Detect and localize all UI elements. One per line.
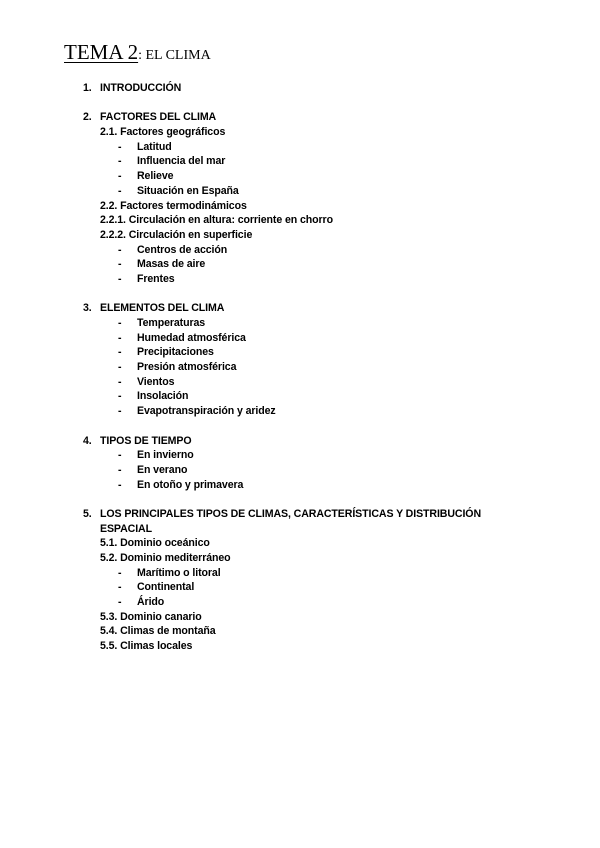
item-text: Presión atmosférica (137, 361, 237, 374)
bullet-dash: - (118, 375, 122, 388)
item-text: ELEMENTOS DEL CLIMA (100, 302, 225, 315)
bullet-dash: - (118, 258, 122, 271)
bullet-item (0, 478, 600, 493)
item-text: Árido (137, 596, 165, 609)
section-heading (0, 110, 600, 125)
section-heading (0, 507, 600, 522)
section-heading (0, 81, 600, 96)
item-text: INTRODUCCIÓN (100, 82, 182, 94)
bullet-dash: - (118, 596, 122, 609)
item-text: 2.2. Factores termodinámicos (100, 199, 247, 212)
bullet-dash: - (118, 581, 122, 594)
subsection-item (0, 551, 600, 566)
bullet-dash: - (118, 566, 122, 579)
subsection-item (0, 125, 600, 140)
bullet-item (0, 448, 600, 463)
section-heading (0, 301, 600, 316)
item-text: Masas de aire (137, 258, 206, 271)
item-text: 5.4. Climas de montaña (100, 625, 216, 638)
item-text: Evapotranspiración y aridez (137, 405, 276, 418)
item-text: Centros de acción (137, 243, 228, 256)
bullet-item (0, 184, 600, 199)
subsection-item (0, 228, 600, 243)
item-text: Insolación (137, 390, 189, 403)
bullet-item (0, 463, 600, 478)
item-text: En invierno (137, 449, 194, 462)
item-text: 2.2.1. Circulación en altura: corriente en chorro (100, 214, 333, 227)
bullet-dash: - (118, 346, 122, 359)
bullet-dash: - (118, 331, 122, 344)
blank-line (0, 96, 600, 111)
item-text: Relieve (137, 170, 174, 183)
blank-line (0, 492, 600, 507)
title-subtitle: : EL CLIMA (138, 48, 211, 63)
item-text: Humedad atmosférica (137, 331, 246, 344)
section-heading-continuation (0, 522, 600, 537)
bullet-item (0, 580, 600, 595)
subsection-item (0, 624, 600, 639)
document-title (64, 40, 211, 65)
subsection-item (0, 610, 600, 625)
item-text: En verano (137, 463, 188, 476)
bullet-item (0, 243, 600, 258)
bullet-item (0, 169, 600, 184)
item-text: Temperaturas (137, 317, 206, 329)
item-text: TIPOS DE TIEMPO (100, 434, 192, 447)
bullet-item (0, 154, 600, 169)
section-number: 4. (83, 434, 92, 447)
bullet-dash: - (118, 361, 122, 374)
table-of-contents (0, 81, 600, 654)
bullet-dash: - (118, 405, 122, 418)
bullet-item (0, 272, 600, 287)
bullet-item (0, 404, 600, 419)
section-number: 2. (83, 111, 92, 124)
bullet-dash: - (118, 317, 122, 329)
subsection-item (0, 639, 600, 654)
bullet-item (0, 595, 600, 610)
bullet-item (0, 375, 600, 390)
item-text: 2.2.2. Circulación en superficie (100, 228, 253, 241)
bullet-item (0, 389, 600, 404)
section-heading (0, 434, 600, 449)
blank-line (0, 419, 600, 434)
item-text: ESPACIAL (100, 522, 152, 535)
bullet-dash: - (118, 184, 122, 197)
item-text: Continental (137, 581, 195, 594)
bullet-dash: - (118, 390, 122, 403)
bullet-dash: - (118, 243, 122, 256)
item-text: Vientos (137, 375, 175, 388)
subsection-item (0, 536, 600, 551)
bullet-item (0, 345, 600, 360)
item-text: 5.3. Dominio canario (100, 610, 202, 623)
bullet-item (0, 257, 600, 272)
item-text: 5.2. Dominio mediterráneo (100, 552, 231, 564)
bullet-dash: - (118, 272, 122, 285)
item-text: 5.5. Climas locales (100, 640, 193, 653)
bullet-dash: - (118, 140, 122, 153)
bullet-item (0, 360, 600, 375)
bullet-item (0, 316, 600, 331)
item-text: 2.1. Factores geográficos (100, 126, 226, 139)
bullet-dash: - (118, 155, 122, 168)
subsection-item (0, 199, 600, 214)
item-text: FACTORES DEL CLIMA (100, 111, 217, 124)
item-text: Frentes (137, 272, 175, 285)
item-text: Latitud (137, 140, 172, 153)
subsection-item (0, 213, 600, 228)
item-text: LOS PRINCIPALES TIPOS DE CLIMAS, CARACTERÍSTICAS Y DISTRIBUCIÓN (100, 507, 481, 520)
section-number: 3. (83, 302, 92, 315)
bullet-dash: - (118, 478, 122, 491)
item-text: En otoño y primavera (137, 478, 244, 491)
bullet-item (0, 140, 600, 155)
section-number: 5. (83, 507, 92, 520)
title-main: TEMA 2 (64, 40, 139, 64)
bullet-item (0, 566, 600, 581)
bullet-item (0, 331, 600, 346)
item-text: 5.1. Dominio oceánico (100, 537, 210, 550)
bullet-dash: - (118, 170, 122, 183)
section-number: 1. (83, 82, 92, 94)
item-text: Precipitaciones (137, 346, 214, 359)
item-text: Situación en España (137, 184, 239, 197)
blank-line (0, 287, 600, 302)
item-text: Marítimo o litoral (137, 566, 221, 579)
bullet-dash: - (118, 449, 122, 462)
bullet-dash: - (118, 463, 122, 476)
item-text: Influencia del mar (137, 155, 226, 168)
